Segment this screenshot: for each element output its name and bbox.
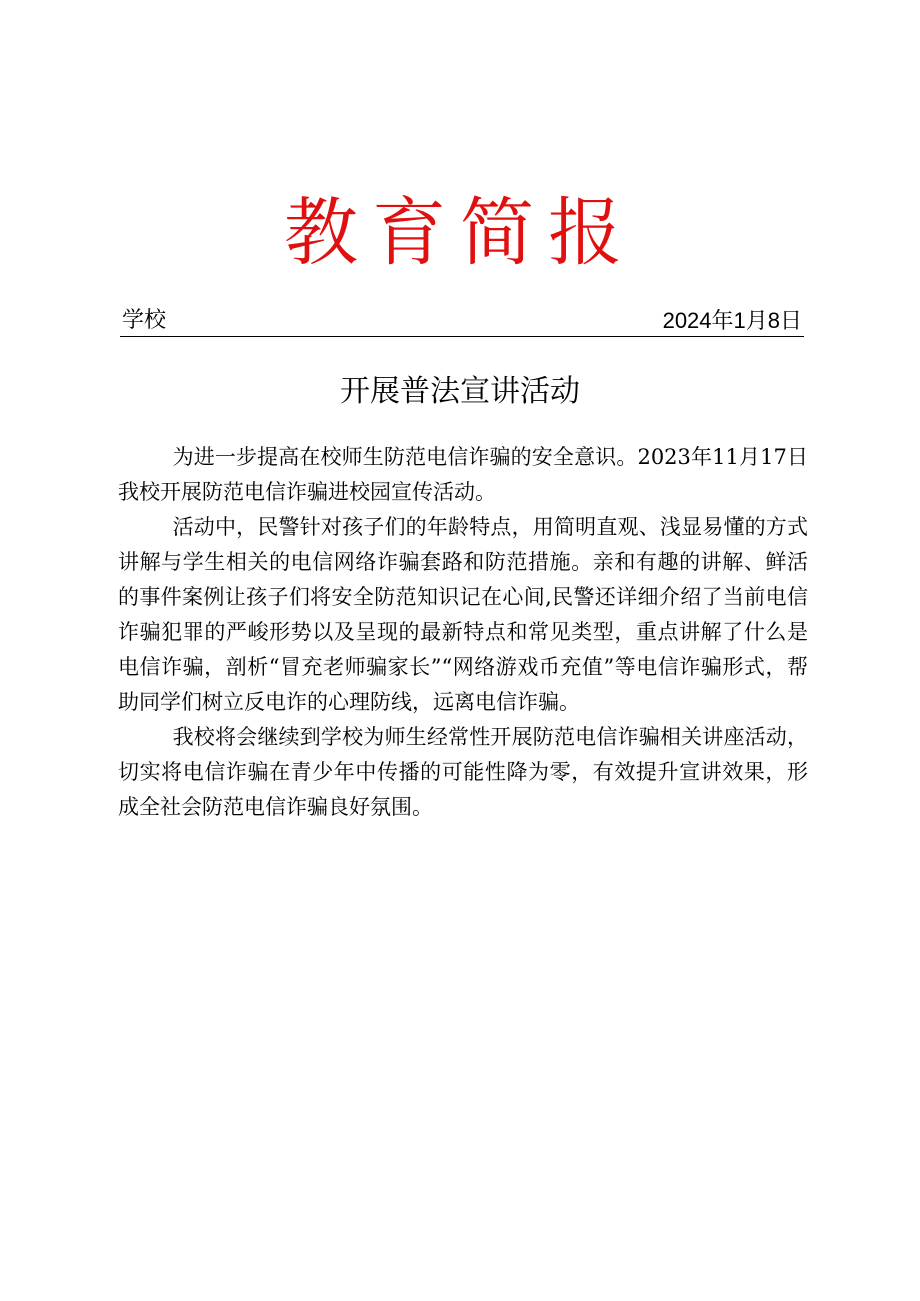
article-title: 开展普法宣讲活动 bbox=[340, 374, 580, 409]
issue-date: 2024年1月8日 bbox=[662, 308, 802, 333]
paragraph-2: 活动中，民警针对孩子们的年龄特点，用简明直观、浅显易懂的方式讲解与学生相关的电信网络诈骗套路和防范措施。亲和有趣的讲解、鲜活的事件案例让孩子们将安全防范知识记在心间,民警还详细介绍了当前电信诈骗犯罪的严峻形势以及呈现的最新特点和常见类型，重点讲解了什么是电信诈骗，剖析“冒充老师骗家长”“网络游戏币充值”等电信诈骗形式，帮助同学们树立反电诈的心理防线，远离电信诈骗。 bbox=[118, 515, 808, 714]
masthead-title: 教育简报 bbox=[284, 190, 636, 276]
paragraph-3: 我校将会继续到学校为师生经常性开展防范电信诈骗相关讲座活动，切实将电信诈骗在青少年中传播的可能性降为零，有效提升宣讲效果，形成全社会防范电信诈骗良好氛围。 bbox=[118, 725, 808, 819]
article-body bbox=[118, 440, 808, 825]
school-label: 学校 bbox=[122, 308, 167, 333]
header-rule bbox=[120, 306, 804, 337]
paragraph-1: 为进一步提高在校师生防范电信诈骗的安全意识。2023年11月17日我校开展防范电信诈骗进校园宣传活动。 bbox=[118, 445, 808, 504]
